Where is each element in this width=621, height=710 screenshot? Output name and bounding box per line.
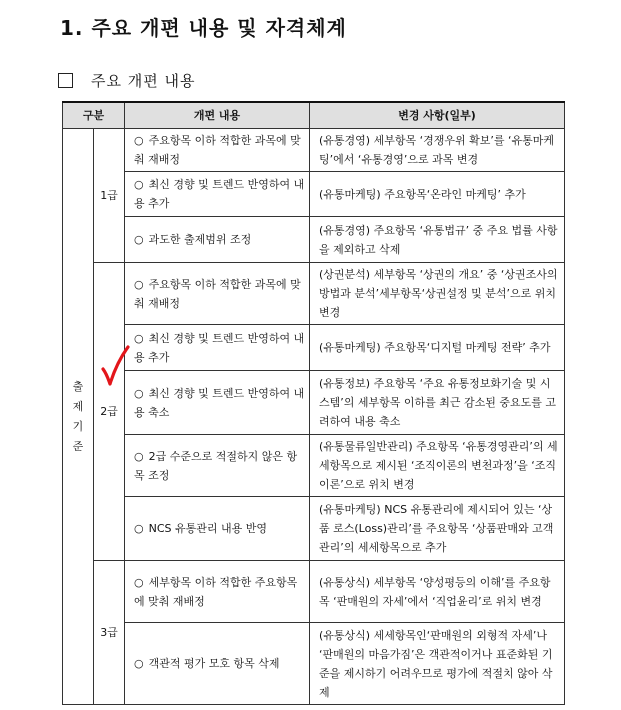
content-cell: ○ 최신 경향 및 트렌드 반영하여 내용 축소: [125, 371, 310, 435]
change-cell: (유통경영) 세부항목 ‘경쟁우위 확보’를 ‘유통마케팅’에서 ‘유통경영’으로 과목 변경: [310, 129, 565, 172]
level-cell-1: 1급: [94, 129, 125, 263]
level-cell-3: 3급: [94, 561, 125, 705]
content-cell: ○ 객관적 평가 모호 항목 삭제: [125, 623, 310, 705]
change-cell: (유통마케팅) 주요항목‘온라인 마케팅’ 추가: [310, 172, 565, 217]
table-header-row: [63, 102, 565, 129]
change-cell: (상권분석) 세부항목 ‘상권의 개요’ 중 ‘상권조사의 방법과 분석’세부항목‘상권설정 및 분석’으로 위치 변경: [310, 263, 565, 325]
subsection-heading: [58, 70, 195, 91]
change-cell: (유통상식) 세세항목인‘판매원의 외형적 자세’나 ‘판매원의 마음가짐’은 객관적이거나 표준화된 기준을 제시하기 어려우므로 평가에 적절치 않아 삭제: [310, 623, 565, 705]
subsection-label: 주요 개편 내용: [91, 72, 196, 90]
change-cell: (유통정보) 주요항목 ‘주요 유통정보화기술 및 시스템’의 세부항목 이하를 최근 감소된 중요도를 고려하여 내용 축소: [310, 371, 565, 435]
content-cell: ○ 주요항목 이하 적합한 과목에 맞춰 재배정: [125, 263, 310, 325]
change-cell: (유통상식) 세부항목 ‘양성평등의 이해’를 주요항목 ‘판매원의 자세’에서 ‘직업윤리’로 위치 변경: [310, 561, 565, 623]
change-cell: (유통물류일반관리) 주요항목 ‘유통경영관리’의 세세항목으로 제시된 ‘조직이론의 변천과정’을 ‘조직이론’으로 위치 변경: [310, 435, 565, 497]
table-row: [63, 371, 565, 435]
change-cell: (유통경영) 주요항목 ‘유통법규’ 중 주요 법률 사항을 제외하고 삭제: [310, 217, 565, 263]
content-cell: ○ 과도한 출제범위 조정: [125, 217, 310, 263]
group-cell: [63, 129, 94, 705]
content-cell: ○ 최신 경향 및 트렌드 반영하여 내용 추가: [125, 325, 310, 371]
content-cell: ○ 주요항목 이하 적합한 과목에 맞춰 재배정: [125, 129, 310, 172]
header-changes: 변경 사항(일부): [310, 102, 565, 129]
document-title: 1. 주요 개편 내용 및 자격체계: [60, 16, 347, 40]
table-row: [63, 129, 565, 172]
table-row: [63, 172, 565, 217]
table-row: [63, 263, 565, 325]
table-row: [63, 623, 565, 705]
header-category: 구분: [63, 102, 125, 129]
checkbox-icon: [58, 73, 73, 88]
level-cell-2: 2급: [94, 263, 125, 561]
table-row: [63, 497, 565, 561]
change-cell: (유통마케팅) NCS 유통관리에 제시되어 있는 ‘상품 로스(Loss)관리’를 주요항목 ‘상품판매와 고객관리’의 세세항목으로 추가: [310, 497, 565, 561]
header-reform-content: 개편 내용: [125, 102, 310, 129]
table-row: [63, 435, 565, 497]
content-cell: ○ 2급 수준으로 적절하지 않은 항목 조정: [125, 435, 310, 497]
content-cell: ○ 세부항목 이하 적합한 주요항목에 맞춰 재배정: [125, 561, 310, 623]
content-cell: ○ 최신 경향 및 트렌드 반영하여 내용 추가: [125, 172, 310, 217]
red-checkmark-icon: [100, 345, 130, 387]
table-row: [63, 325, 565, 371]
content-cell: ○ NCS 유통관리 내용 반영: [125, 497, 310, 561]
table-row: [63, 217, 565, 263]
table-row: [63, 561, 565, 623]
group-label: 출 제 기 준: [72, 379, 84, 453]
change-cell: (유통마케팅) 주요항목‘디지털 마케팅 전략’ 추가: [310, 325, 565, 371]
reform-table: [62, 101, 565, 705]
